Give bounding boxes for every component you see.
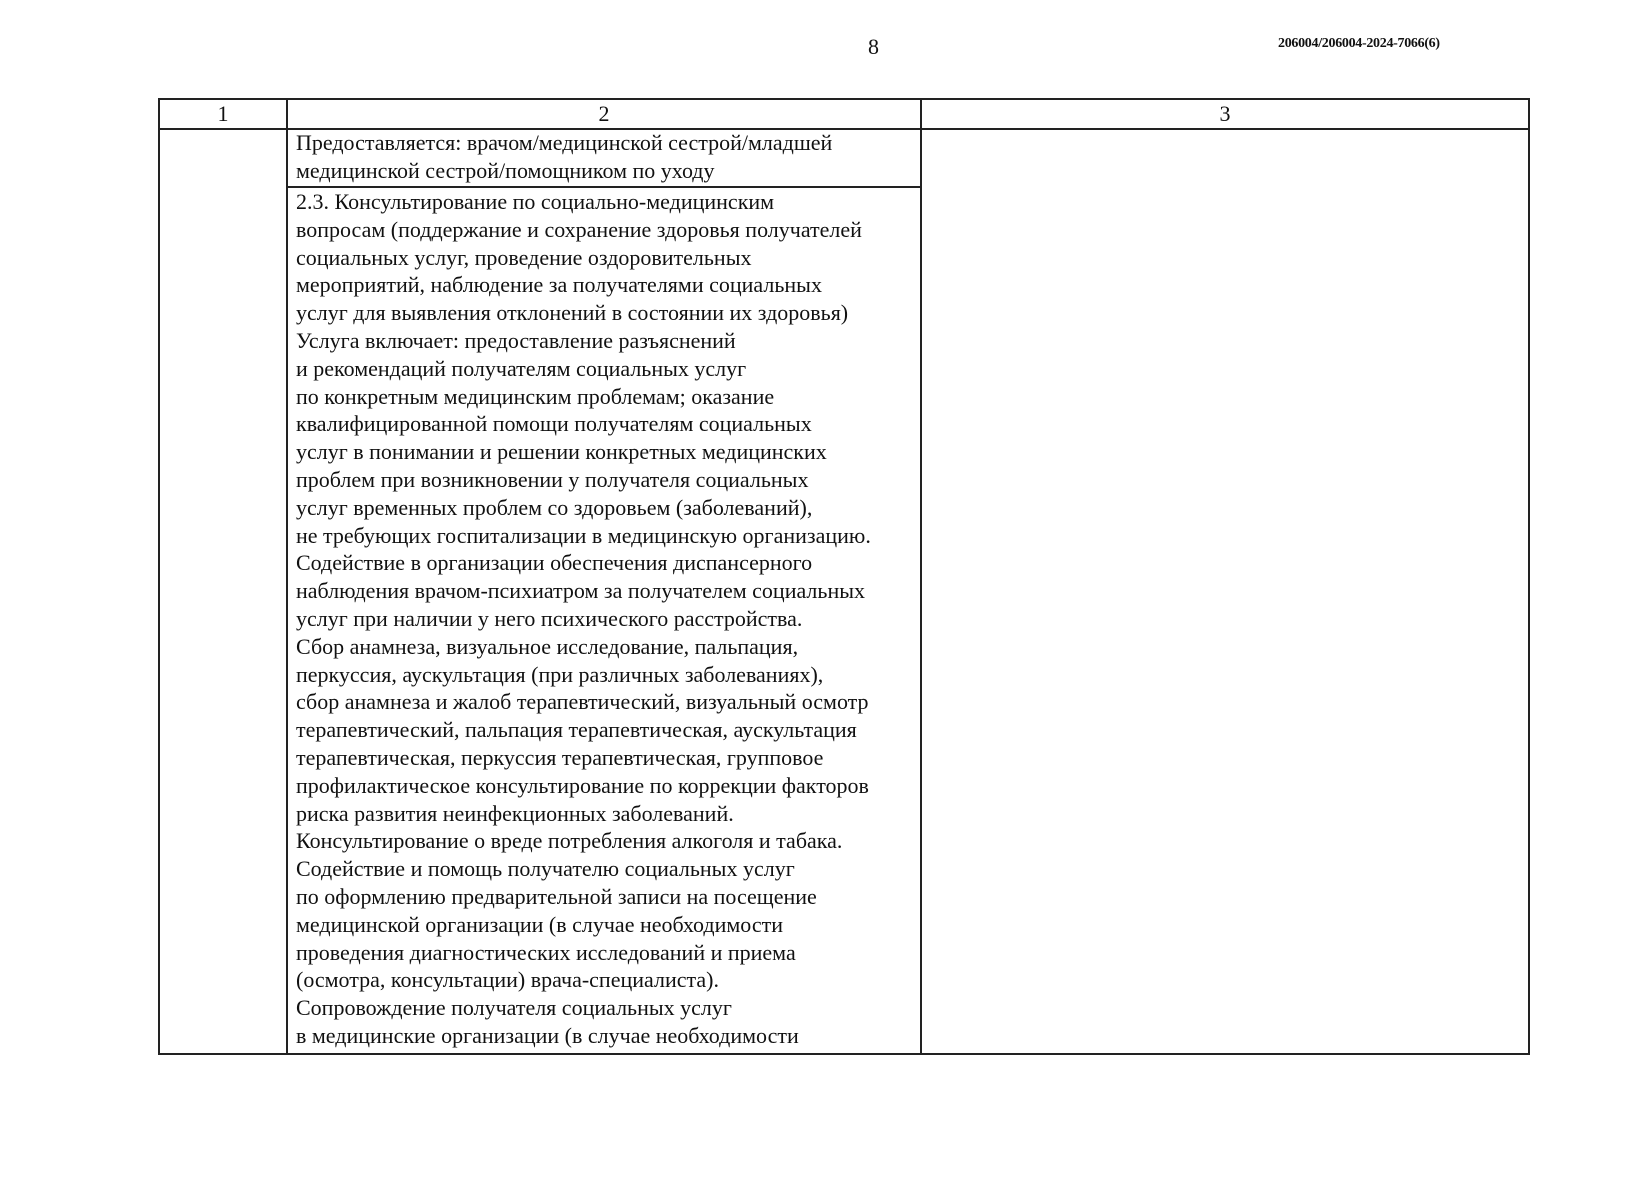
- column-header-3: 3: [1219, 101, 1231, 126]
- service-description-cell: [296, 188, 926, 1050]
- service-line: социальных услуг, проведение оздоровительных: [296, 244, 752, 270]
- column-divider-1: [286, 100, 288, 1053]
- service-line: сбор анамнеза и жалоб терапевтический, визуальный осмотр: [296, 689, 869, 715]
- service-line: 2.3. Консультирование по социально-медицинским: [296, 189, 775, 214]
- service-line: Содействие в организации обеспечения диспансерного: [296, 550, 813, 576]
- service-line: услуг в понимании и решении конкретных медицинских: [296, 439, 827, 465]
- service-line: Содействие и помощь получателю социальных услуг: [296, 856, 795, 882]
- service-line: Консультирование о вреде потребления алкоголя и табака.: [296, 828, 843, 854]
- service-line: и рекомендаций получателям социальных услуг: [296, 355, 747, 381]
- service-line: услуг при наличии у него психического расстройства.: [296, 605, 803, 631]
- service-line: услуг для выявления отклонений в состоянии их здоровья): [296, 300, 849, 326]
- service-line: вопросам (поддержание и сохранение здоровья получателей: [296, 216, 862, 242]
- service-line: по оформлению предварительной записи на посещение: [296, 883, 817, 909]
- service-line: медицинской организации (в случае необходимости: [296, 911, 783, 937]
- service-line: (осмотра, консультации) врача-специалиста).: [296, 967, 719, 993]
- service-line: перкуссия, аускультация (при различных заболеваниях),: [296, 661, 824, 687]
- service-line: Сбор анамнеза, визуальное исследование, пальпация,: [296, 633, 799, 659]
- service-line: проблем при возникновении у получателя социальных: [296, 466, 809, 492]
- service-line: не требующих госпитализации в медицинскую организацию.: [296, 522, 871, 548]
- service-line: в медицинские организации (в случае необходимости: [296, 1022, 799, 1048]
- service-line: Сопровождение получателя социальных услуг: [296, 995, 732, 1021]
- service-line: Услуга включает: предоставление разъяснений: [296, 327, 736, 353]
- service-line: квалифицированной помощи получателям социальных: [296, 411, 812, 437]
- service-line: мероприятий, наблюдение за получателями социальных: [296, 272, 822, 298]
- provided-by-line: Предоставляется: врачом/медицинской сестрой/младшей: [296, 130, 833, 155]
- service-line: риска развития неинфекционных заболеваний.: [296, 800, 734, 826]
- document-code: 206004/206004-2024-7066(6): [1278, 36, 1440, 51]
- provided-by-cell: [296, 129, 926, 185]
- services-table: [158, 98, 1530, 1055]
- service-line: терапевтический, пальпация терапевтическая, аускультация: [296, 717, 857, 743]
- service-line: проведения диагностических исследований и приема: [296, 939, 796, 965]
- service-line: профилактическое консультирование по коррекции факторов: [296, 772, 869, 798]
- service-line: терапевтическая, перкуссия терапевтическая, групповое: [296, 744, 824, 770]
- provided-by-line: медицинской сестрой/помощником по уходу: [296, 157, 715, 183]
- service-line: по конкретным медицинским проблемам; оказание: [296, 383, 775, 409]
- column-header-2: 2: [598, 101, 610, 126]
- column-header-1: 1: [217, 101, 229, 126]
- service-line: услуг временных проблем со здоровьем (заболеваний),: [296, 494, 813, 520]
- service-line: наблюдения врачом-психиатром за получателем социальных: [296, 578, 865, 604]
- page-number: 8: [868, 34, 879, 59]
